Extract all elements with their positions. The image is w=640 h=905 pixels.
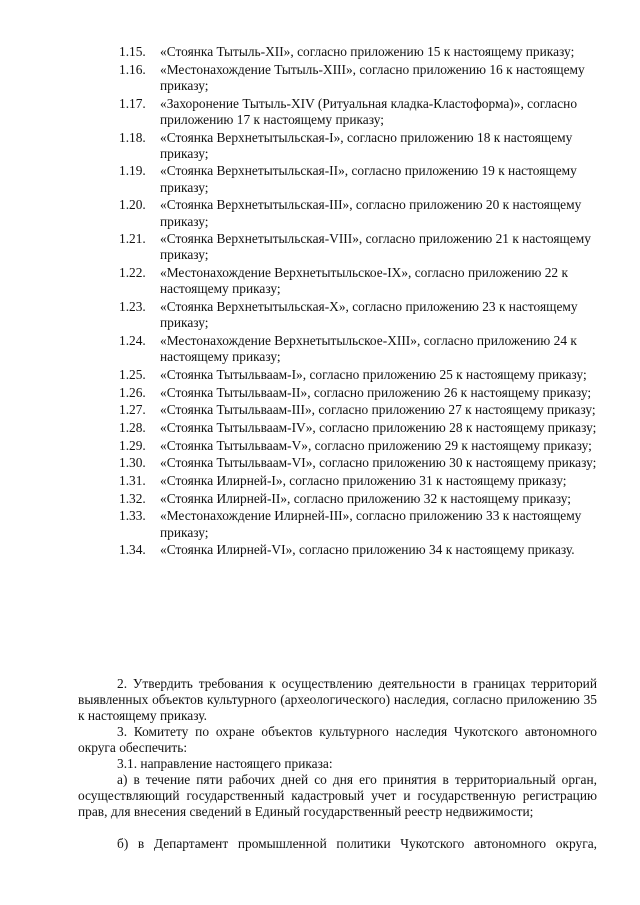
- list-item-number: 1.18.: [119, 129, 146, 145]
- list-item-number: 1.24.: [119, 332, 146, 348]
- list-item: [119, 231, 599, 263]
- list-item-text: «Местонахождение Тытыль-XIII», согласно приложению 16 к настоящему приказу;: [160, 61, 585, 93]
- paragraph-3-1: 3.1. направление настоящего приказа:: [117, 756, 333, 771]
- list-item-number: 1.23.: [119, 299, 146, 315]
- list-item: [119, 385, 599, 401]
- list-item: [119, 508, 599, 540]
- list-item-text: «Стоянка Илирней-II», согласно приложению 32 к настоящему приказу;: [160, 490, 571, 506]
- list-item: [119, 163, 599, 195]
- list-item-number: 1.29.: [119, 437, 146, 453]
- list-item-text: «Стоянка Тытыльваам-II», согласно приложению 26 к настоящему приказу;: [160, 384, 592, 400]
- list-item-text: «Стоянка Тытыльваам-IV», согласно приложению 28 к настоящему приказу;: [160, 419, 597, 435]
- list-item-text: «Захоронение Тытыль-XIV (Ритуальная кладка-Кластоформа)», согласно приложению 17 к настоящему приказу;: [160, 95, 578, 127]
- list-item-text: «Местонахождение Верхнетытыльское-IX», согласно приложению 22 к настоящему приказу;: [160, 265, 568, 297]
- list-item-text: «Стоянка Тытыль-XII», согласно приложению 15 к настоящему приказу;: [160, 44, 575, 59]
- list-item-number: 1.16.: [119, 61, 146, 77]
- list-item: [119, 491, 599, 507]
- list-item-number: 1.34.: [119, 542, 146, 558]
- list-item-text: «Стоянка Тытыльваам-III», согласно приложению 27 к настоящему приказу;: [160, 402, 596, 418]
- list-item-number: 1.15.: [119, 44, 146, 59]
- list-item-number: 1.31.: [119, 473, 146, 489]
- list-item-text: «Стоянка Илирней-VI», согласно приложению 34 к настоящему приказу.: [160, 542, 575, 558]
- list-item: [119, 402, 599, 418]
- list-item-number: 1.32.: [119, 490, 146, 506]
- list-item-text: «Стоянка Верхнетытыльская-II», согласно приложению 19 к настоящему приказу;: [160, 163, 577, 195]
- list-item: [119, 62, 599, 94]
- list-item: [119, 420, 599, 436]
- list-item-text: «Стоянка Тытыльваам-VI», согласно приложению 30 к настоящему приказу;: [160, 455, 597, 471]
- list-item-number: 1.33.: [119, 508, 146, 524]
- list-item-text: «Стоянка Верхнетытыльская-III», согласно приложению 20 к настоящему приказу;: [160, 197, 582, 229]
- list-item: [119, 438, 599, 454]
- paragraph-2: 2. Утвердить требования к осуществлению деятельности в границах территорий выявленных объектов культурного (археологического) наследия, согласно приложению 35 к настоящему приказу.: [78, 676, 597, 724]
- list-item-number: 1.30.: [119, 455, 146, 471]
- list-item: [119, 96, 599, 128]
- list-item-number: 1.22.: [119, 265, 146, 281]
- list-item: [119, 197, 599, 229]
- paragraph-3-1-a: а) в течение пяти рабочих дней со дня его принятия в территориальный орган, осуществляющий государственный кадастровый учет и государственную регистрацию прав, для внесения сведений в Единый государственный реестр недвижимости;: [78, 772, 597, 820]
- list-item-text: «Стоянка Верхнетытыльская-I», согласно приложению 18 к настоящему приказу;: [160, 129, 573, 161]
- list-item-text: «Стоянка Верхнетытыльская-X», согласно приложению 23 к настоящему приказу;: [160, 299, 578, 331]
- list-item: [119, 455, 599, 471]
- paragraph-3: 3. Комитету по охране объектов культурного наследия Чукотского автономного округа обеспечить:: [78, 724, 597, 756]
- list-item-number: 1.27.: [119, 402, 146, 418]
- list-item: [119, 333, 599, 365]
- list-item: [119, 542, 599, 558]
- list-item-number: 1.20.: [119, 197, 146, 213]
- list-item-text: «Стоянка Илирней-I», согласно приложению 31 к настоящему приказу;: [160, 473, 567, 489]
- list-item-text: «Стоянка Верхнетытыльская-VIII», согласно приложению 21 к настоящему приказу;: [160, 231, 591, 263]
- list-item-number: 1.25.: [119, 366, 146, 382]
- list-item-number: 1.21.: [119, 231, 146, 247]
- list-item-text: «Местонахождение Илирней-III», согласно приложению 33 к настоящему приказу;: [160, 508, 582, 540]
- list-item-number: 1.17.: [119, 95, 146, 111]
- list-item: [119, 265, 599, 297]
- list-item: [119, 367, 599, 383]
- list-item: [119, 44, 599, 60]
- list-item: [119, 130, 599, 162]
- list-item-text: «Стоянка Тытыльваам-V», согласно приложению 29 к настоящему приказу;: [160, 437, 592, 453]
- list-item: [119, 473, 599, 489]
- appendix-list: [119, 44, 599, 560]
- list-item-text: «Стоянка Тытыльваам-I», согласно приложению 25 к настоящему приказу;: [160, 366, 587, 382]
- list-item-number: 1.19.: [119, 163, 146, 179]
- paragraph-3-1-b: б) в Департамент промышленной политики Чукотского автономного округа,: [117, 836, 597, 851]
- list-item-number: 1.28.: [119, 419, 146, 435]
- list-item-number: 1.26.: [119, 384, 146, 400]
- list-item: [119, 299, 599, 331]
- list-item-text: «Местонахождение Верхнетытыльское-XIII», согласно приложению 24 к настоящему приказу;: [160, 332, 577, 365]
